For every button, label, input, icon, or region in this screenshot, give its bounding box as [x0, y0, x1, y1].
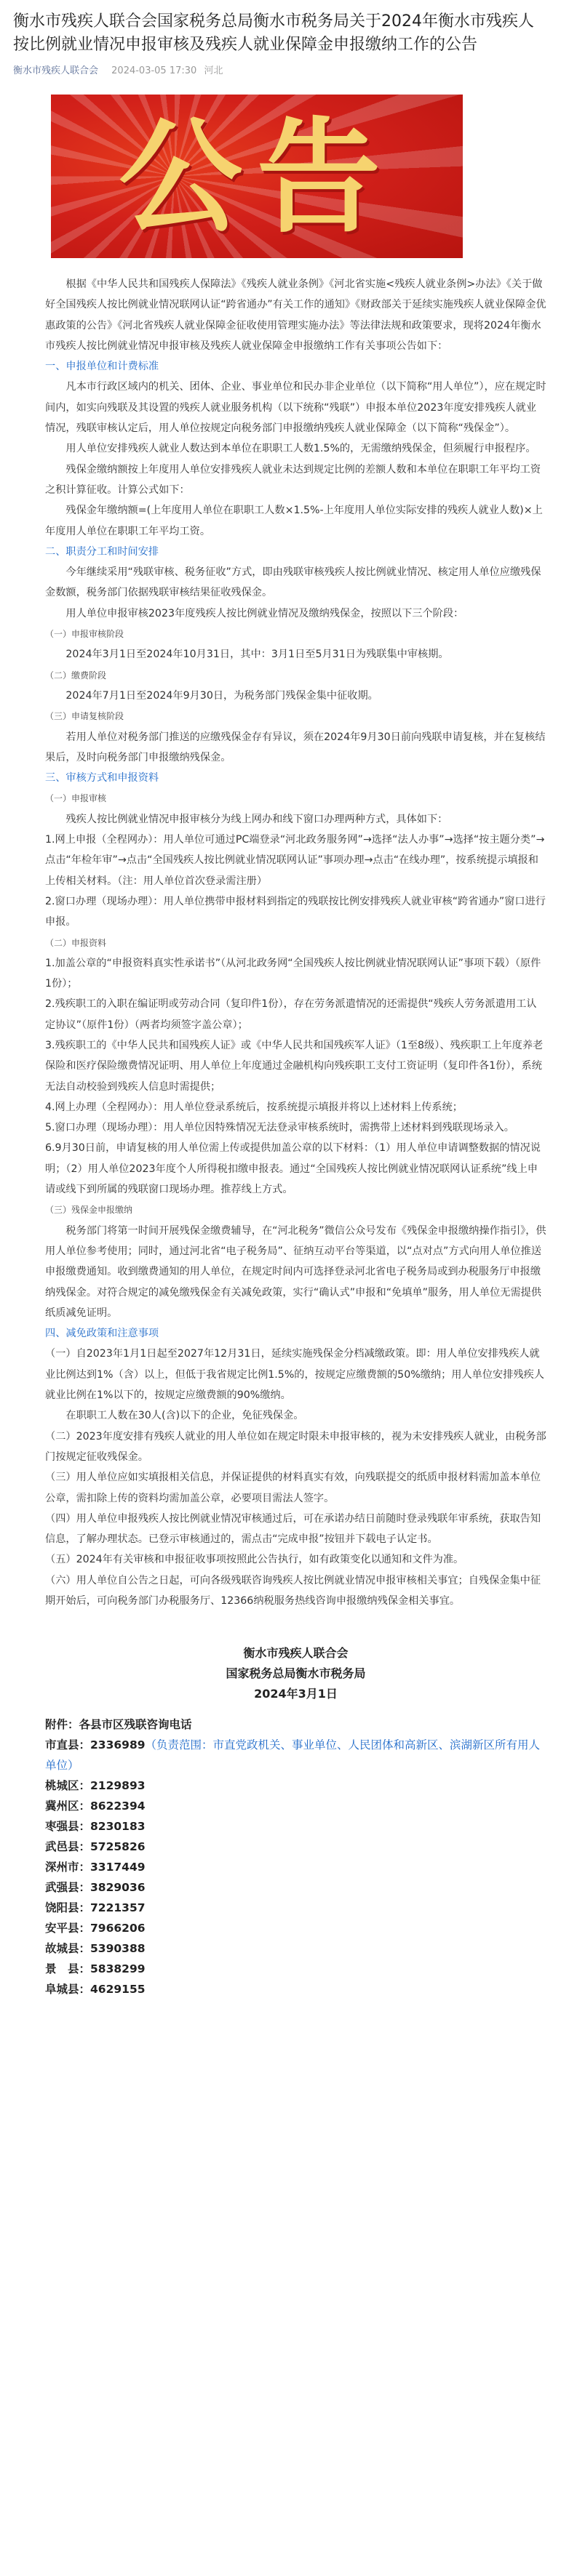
paragraph: （六）用人单位自公告之日起，可向各级残联咨询残疾人按比例就业情况申报审核相关事宜；自残保金集中征期开始后，可向税务部门办税服务厅、12366纳税服务热线咨询申报缴纳残保金相关事宜。	[45, 1574, 541, 1607]
signature-org: 衡水市残疾人联合会	[243, 1646, 349, 1661]
paragraph: 2024年3月1日至2024年10月31日，其中：3月1日至5月31日为残联集中审核期。	[65, 649, 449, 661]
subheading: （二）缴费阶段	[45, 670, 107, 681]
paragraph: 3.残疾职工的《中华人民共和国残疾人证》或《中华人民共和国残疾军人证》（1至8级）、残疾职工上年度养老保险和医疗保险缴费情况证明、用人单位上年度通过金融机构向残疾职工支付工资证明（复印件各1份），系统无法自动校验到残疾人信息时需提供；	[45, 1039, 544, 1093]
paragraph: （一）自2023年1月1日起至2027年12月31日，延续实施残保金分档减缴政策。即：用人单位安排残疾人就业比例达到1%（含）以上，但低于我省规定比例1.5%的，按规定应缴费额的50%缴纳；用人单位安排残疾人就业比例在1%以下的，按规定应缴费额的90%缴纳。	[45, 1348, 544, 1402]
paragraph: 在职职工人数在30人(含)以下的企业，免征残保金。	[65, 1410, 304, 1422]
county-phone-row	[45, 1959, 546, 1979]
paragraph: 用人单位安排残疾人就业人数达到本单位在职职工人数1.5%的，无需缴纳残保金，但须履行申报程序。	[65, 443, 536, 455]
county-phone-list	[45, 1775, 546, 1999]
county-phone-row	[45, 1877, 546, 1898]
paragraph: 2.残疾职工的入职在编证明或劳动合同（复印件1份），存在劳务派遣情况的还需提供“残疾人劳务派遣用工认定协议”（原件1份）（两者均须签字盖公章）；	[45, 998, 537, 1031]
county-phone: 7966206	[90, 1922, 146, 1935]
subheading: （一）申报审核阶段	[45, 629, 124, 640]
subheading: （三）残保金申报缴纳	[45, 1205, 133, 1216]
county-phone-row	[45, 1837, 546, 1857]
paragraph: 1.加盖公章的“申报资料真实性承诺书”（从河北政务网“全国残疾人按比例就业情况联网认证”事项下载）（原件1份）；	[45, 957, 541, 990]
subheading: （二）申报资料	[45, 937, 107, 948]
county-name: 安平县：	[45, 1922, 91, 1935]
banner-title: 公告	[118, 105, 395, 250]
paragraph: 凡本市行政区域内的机关、团体、企业、事业单位和民办非企业单位（以下简称“用人单位”），应在规定时间内，如实向残联及其设置的残疾人就业服务机构（以下统称“残联”）申报本单位2023年度安排残疾人就业情况，残联审核认定后，用人单位按规定向税务部门申报缴纳残疾人就业保障金（以下简称“残保金”）。	[45, 381, 546, 435]
county-phone-row	[45, 1816, 546, 1837]
paragraph: （五）2024年有关审核和申报征收事项按照此公告执行，如有政策变化以通知和文件为准。	[45, 1554, 464, 1566]
attachment-title: 附件：各县市区残联咨询电话	[45, 1718, 192, 1732]
paragraph: 2024年7月1日至2024年9月30日，为税务部门残保金集中征收期。	[65, 689, 378, 702]
paragraph: 2.窗口办理（现场办理）：用人单位携带申报材料到指定的残联按比例安排残疾人就业审核“跨省通办”窗口进行申报。	[45, 895, 546, 928]
county-name: 冀州区：	[45, 1799, 91, 1813]
paragraph: 4.网上办理（全程网办）：用人单位登录系统后，按系统提示填报并将以上述材料上传系统；	[45, 1101, 463, 1113]
article-date: 2024-03-05 17:30	[111, 65, 197, 76]
county-name: 饶阳县：	[45, 1901, 91, 1915]
county-phone-row	[45, 1979, 546, 1999]
county-phone: 4629155	[90, 1983, 146, 1997]
formula-paragraph: 残保金年缴纳额=(上年度用人单位在职职工人数×1.5%-上年度用人单位实际安排的残疾人就业人数)×上年度用人单位在职职工年平均工资。	[45, 505, 543, 537]
section-heading-4: 四、减免政策和注意事项	[45, 1328, 159, 1340]
article-body	[45, 274, 546, 1999]
paragraph: 税务部门将第一时间开展残保金缴费辅导，在“河北税务”微信公众号发布《残保金申报缴纳操作指引》，供用人单位参考使用；同时，通过河北省“电子税务局”、征纳互动平台等渠道，以“点对点”方式向用人单位推送申报缴费通知。收到缴费通知的用人单位，在规定时间内可选择登录河北省电子税务局或到办税服务厅申报缴纳残保金。对符合规定的减免缴残保金有关减免政策，实行“确认式”申报和“免填单”服务，用人单位无需提供纸质减免证明。	[45, 1224, 546, 1319]
signature-block	[45, 1643, 546, 1704]
attachment-scope-note: （负责范围：市直党政机关、事业单位、人民团体和高新区、滨湖新区所有用人单位）	[45, 1738, 541, 1773]
contact-phone: 2336989	[90, 1738, 146, 1752]
county-phone-row	[45, 1775, 546, 1796]
paragraph: 残保金缴纳额按上年度用人单位安排残疾人就业未达到规定比例的差额人数和本单位在职职工年平均工资之积计算征收。计算公式如下：	[45, 463, 541, 496]
county-phone: 5725826	[90, 1840, 146, 1854]
county-name: 景 县：	[45, 1962, 91, 1976]
county-phone: 8230183	[90, 1820, 146, 1834]
section-heading-2: 二、职责分工和时间安排	[45, 545, 159, 558]
county-phone: 2129893	[90, 1779, 146, 1793]
county-phone-row	[45, 1918, 546, 1938]
county-name: 阜城县：	[45, 1983, 91, 1997]
county-phone-row	[45, 1796, 546, 1816]
article-location: 河北	[204, 65, 223, 76]
county-phone: 5838299	[90, 1962, 146, 1976]
paragraph: 今年继续采用“残联审核、税务征收”方式，即由残联审核残疾人按比例就业情况、核定用人单位应缴残保金数额，税务部门依据残联审核结果征收残保金。	[45, 566, 541, 599]
attachment-block	[45, 1714, 546, 1999]
signature-org: 国家税务总局衡水市税务局	[226, 1666, 366, 1681]
paragraph: （四）用人单位申报残疾人按比例就业情况审核通过后，可在承诺办结日前随时登录残联年审系统，获取告知信息，了解办理状态。已登示审核通过的，需点击“完成申报”按钮并下载电子认定书。	[45, 1512, 541, 1546]
paragraph: 5.窗口办理（现场办理）：用人单位因特殊情况无法登录审核系统时，需携带上述材料到残联现场录入。	[45, 1122, 514, 1134]
county-phone: 7221357	[90, 1901, 146, 1915]
county-name: 武邑县：	[45, 1840, 91, 1854]
county-phone-row	[45, 1857, 546, 1877]
county-phone: 8622394	[90, 1799, 146, 1813]
county-name: 武强县：	[45, 1881, 91, 1895]
section-heading-1: 一、申报单位和计费标准	[45, 361, 159, 373]
county-phone: 5390388	[90, 1942, 146, 1956]
county-name: 深州市：	[45, 1861, 91, 1874]
attachment-city-row	[45, 1735, 546, 1775]
paragraph: 残疾人按比例就业情况申报审核分为线上网办和线下窗口办理两种方式，具体如下：	[65, 813, 448, 825]
paragraph: 1.网上申报（全程网办）：用人单位可通过PC端登录“河北政务服务网”→选择“法人办事”→选择“按主题分类”→点击“年检年审”→点击“全国残疾人按比例就业情况联网认证”事项办理→点击“在线办理”，按系统提示填报和上传相关材料。（注：用人单位首次登录需注册）	[45, 834, 545, 887]
paragraph: 若用人单位对税务部门推送的应缴残保金存有异议，须在2024年9月30日前向残联申请复核，并在复核结果后，及时向税务部门申报缴纳残保金。	[45, 731, 546, 763]
contact-name: 市直县：	[45, 1738, 91, 1752]
subheading: （一）申报审核	[45, 793, 107, 804]
county-phone-row	[45, 1938, 546, 1959]
county-name: 桃城区：	[45, 1779, 91, 1793]
paragraph: （二）2023年度安排有残疾人就业的用人单位如在规定时限未申报审核的，视为未安排残疾人就业，由税务部门按规定征收残保金。	[45, 1430, 546, 1463]
article-source-link[interactable]: 衡水市残疾人联合会	[13, 65, 99, 76]
county-phone: 3317449	[90, 1861, 146, 1874]
county-phone: 3829036	[90, 1881, 146, 1895]
paragraph: 用人单位申报审核2023年度残疾人按比例就业情况及缴纳残保金，按照以下三个阶段：	[65, 607, 464, 619]
subheading: （三）申请复核阶段	[45, 711, 124, 722]
intro-paragraph: 根据《中华人民共和国残疾人保障法》《残疾人就业条例》《河北省实施<残疾人就业条例>办法》《关于做好全国残疾人按比例就业情况联网认证“跨省通办”有关工作的通知》《财政部关于延续实施残疾人就业保障金优惠政策的公告》《河北省残疾人就业保障金征收使用管理实施办法》等法律法规和政策要求，现将2024年衡水市残疾人按比例就业情况申报审核及残疾人就业保障金申报缴纳工作有关事项公告如下：	[45, 278, 546, 352]
signature-date: 2024年3月1日	[254, 1687, 338, 1701]
county-name: 故城县：	[45, 1942, 91, 1956]
paragraph: （三）用人单位应如实填报相关信息，并保证提供的材料真实有效，向残联提交的纸质申报材料需加盖本单位公章，需扣除上传的资料均需加盖公章，必要项目需法人签字。	[45, 1472, 541, 1504]
announcement-banner-image	[51, 95, 463, 258]
section-heading-3: 三、审核方式和申报资料	[45, 772, 159, 785]
article-title: 衡水市残疾人联合会国家税务总局衡水市税务局关于2024年衡水市残疾人按比例就业情况申报审核及残疾人就业保障金申报缴纳工作的公告	[13, 12, 534, 54]
article-meta	[13, 64, 548, 79]
county-phone-row	[45, 1898, 546, 1918]
paragraph: 6.9月30日前，申请复核的用人单位需上传或提供加盖公章的以下材料：（1）用人单位申请调整数据的情况说明；（2）用人单位2023年度个人所得税扣缴申报表。通过“全国残疾人按比例就业情况联网认证系统”线上申请或线下到所属的残联窗口现场办理。推荐线上方式。	[45, 1142, 541, 1196]
county-name: 枣强县：	[45, 1820, 91, 1834]
